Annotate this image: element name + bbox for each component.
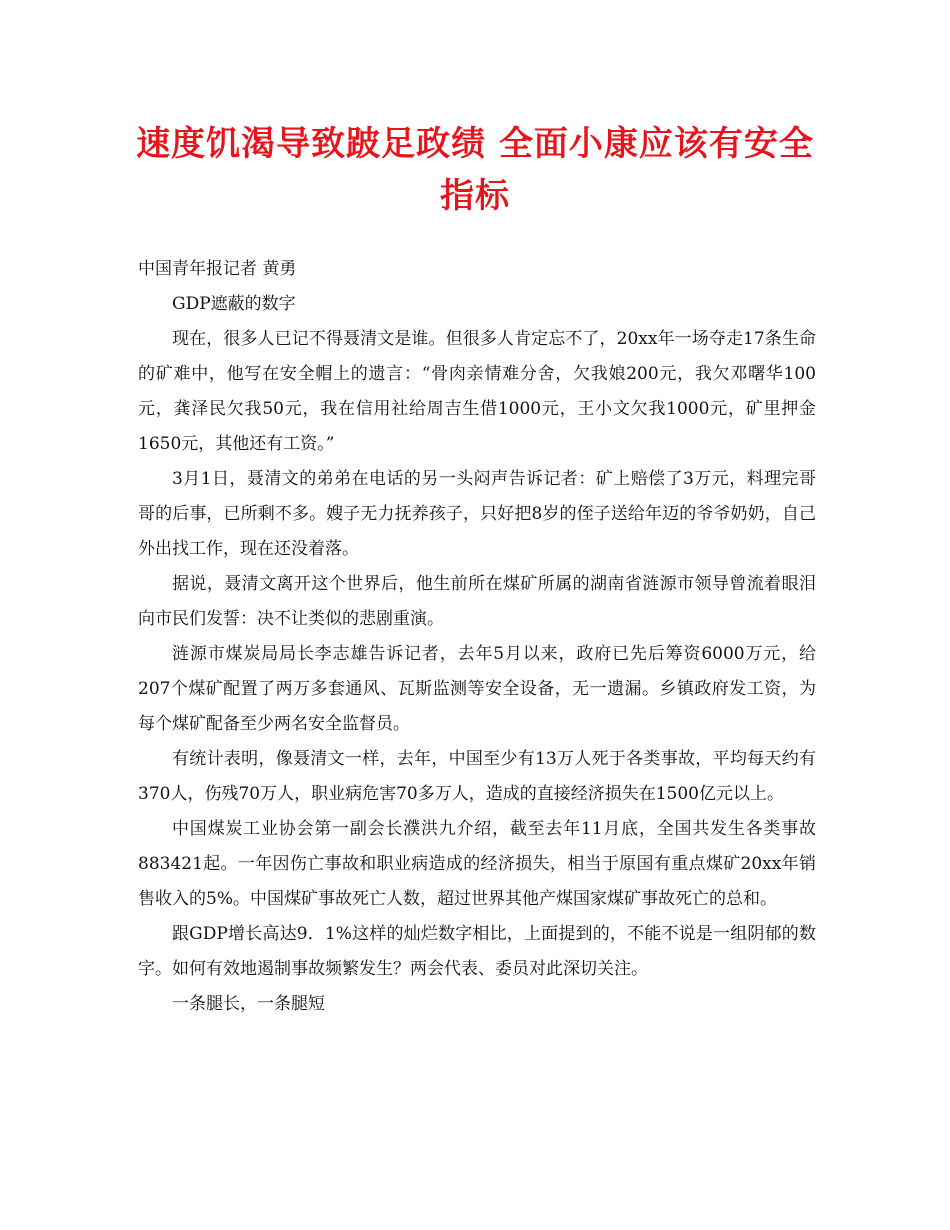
article-paragraph: 中国煤炭工业协会第一副会长濮洪九介绍，截至去年11月底，全国共发生各类事故883421起。一年因伤亡事故和职业病造成的经济损失，相当于原国有重点煤矿20xx年销售收入的5%。中国煤矿事故死亡人数，超过世界其他产煤国家煤矿事故死亡的总和。	[138, 819, 816, 909]
article-paragraph: 涟源市煤炭局局长李志雄告诉记者，去年5月以来，政府已先后筹资6000万元，给207个煤矿配置了两万多套通风、瓦斯监测等安全设备，无一遗漏。乡镇政府发工资，为每个煤矿配备至少两名安全监督员。	[138, 644, 816, 734]
article-byline: 中国青年报记者 黄勇	[138, 259, 297, 279]
article-paragraph: 现在，很多人已记不得聂清文是谁。但很多人肯定忘不了，20xx年一场夺走17条生命的矿难中，他写在安全帽上的遗言：“骨肉亲情难分舍，欠我娘200元，我欠邓曙华100元，龚泽民欠我50元，我在信用社给周吉生借1000元，王小文欠我1000元，矿里押金1650元，其他还有工资。”	[138, 329, 816, 454]
article-paragraph: 跟GDP增长高达9．1%这样的灿烂数字相比，上面提到的，不能不说是一组阴郁的数字。如何有效地遏制事故频繁发生？两会代表、委员对此深切关注。	[138, 924, 816, 979]
article-title: 速度饥渴导致跛足政绩 全面小康应该有安全指标	[136, 124, 814, 216]
section-heading: GDP遮蔽的数字	[172, 294, 296, 314]
section-heading: 一条腿长，一条腿短	[172, 994, 325, 1014]
article-paragraph: 3月1日，聂清文的弟弟在电话的另一头闷声告诉记者：矿上赔偿了3万元，料理完哥哥的后事，已所剩不多。嫂子无力抚养孩子，只好把8岁的侄子送给年迈的爷爷奶奶，自己外出找工作，现在还没着落。	[138, 469, 816, 559]
article-body	[138, 252, 816, 1022]
article-paragraph: 据说，聂清文离开这个世界后，他生前所在煤矿所属的湖南省涟源市领导曾流着眼泪向市民们发誓：决不让类似的悲剧重演。	[138, 574, 816, 629]
article-paragraph: 有统计表明，像聂清文一样，去年，中国至少有13万人死于各类事故，平均每天约有370人，伤残70万人，职业病危害70多万人，造成的直接经济损失在1500亿元以上。	[138, 749, 816, 804]
